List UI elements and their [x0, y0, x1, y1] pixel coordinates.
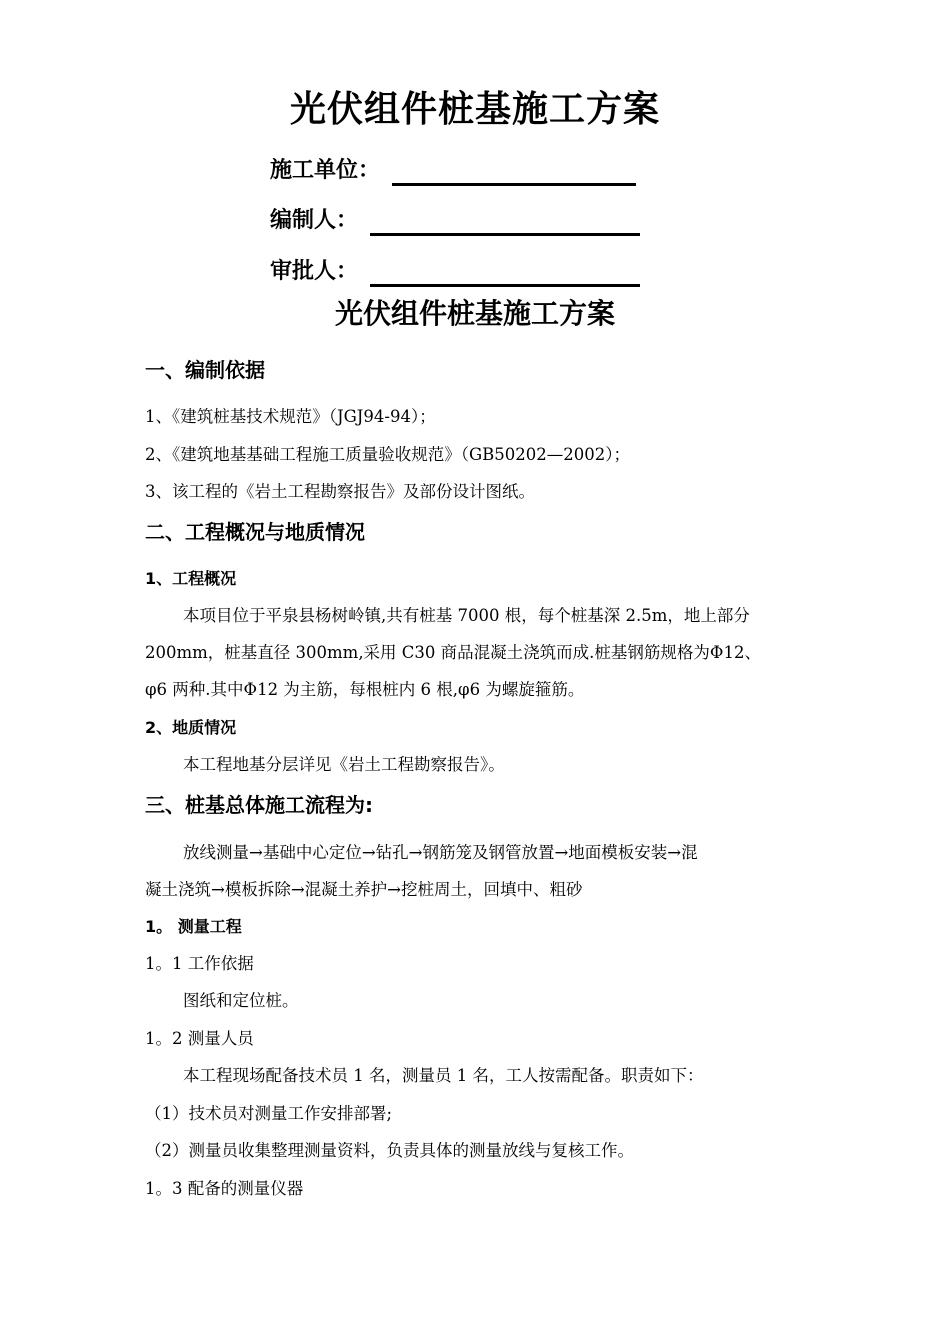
cover-field-label: 审批人：: [270, 259, 359, 284]
paragraph-line: 本工程现场配备技术员 1 名，测量员 1 名，工人按需配备。职责如下：: [183, 1066, 704, 1085]
subsection-heading: 2、地质情况: [145, 718, 237, 737]
paragraph-line: 图纸和定位桩。: [183, 991, 299, 1010]
flow-line: 凝土浇筑→模板拆除→混凝土养护→挖桩周土，回填中、粗砂: [145, 880, 583, 899]
duty-item: （1）技术员对测量工作安排部署;: [145, 1104, 393, 1123]
section-heading: 一、编制依据: [145, 358, 265, 382]
reference-item: 3、该工程的《岩土工程勘察报告》及部份设计图纸。: [145, 482, 535, 501]
blank-underline: [370, 284, 640, 287]
section-heading: 三、桩基总体施工流程为:: [145, 793, 373, 817]
item-heading: 1。1 工作依据: [145, 954, 254, 973]
flow-line: 放线测量→基础中心定位→钻孔→钢筋笼及钢管放置→地面模板安装→混: [183, 843, 698, 862]
document-title: 光伏组件桩基施工方案: [334, 297, 615, 330]
cover-field-construction-unit: [270, 152, 636, 186]
subsection-heading: 1。 测量工程: [145, 917, 242, 936]
blank-underline: [370, 233, 640, 236]
paragraph-line: 200mm，桩基直径 300mm,采用 C30 商品混凝土浇筑而成.桩基钢筋规格为Φ12、: [145, 643, 761, 662]
section-heading: 二、工程概况与地质情况: [145, 520, 365, 544]
cover-field-label: 施工单位：: [270, 158, 381, 183]
duty-item: （2）测量员收集整理测量资料，负责具体的测量放线与复核工作。: [145, 1141, 634, 1160]
paragraph-line: 本项目位于平泉县杨树岭镇,共有桩基 7000 根，每个桩基深 2.5m，地上部分: [183, 606, 750, 625]
cover-field-approver: [270, 253, 640, 287]
cover-title: 光伏组件桩基施工方案: [289, 89, 660, 130]
paragraph-line: φ6 两种.其中Φ12 为主筋，每根桩内 6 根,φ6 为螺旋箍筋。: [145, 680, 585, 699]
reference-item: 1、《建筑桩基技术规范》（JGJ94-94）；: [145, 407, 436, 426]
cover-field-compiler: [270, 202, 640, 236]
blank-underline: [392, 183, 636, 186]
paragraph-line: 本工程地基分层详见《岩土工程勘察报告》。: [183, 755, 505, 774]
cover-field-label: 编制人：: [270, 208, 359, 233]
reference-item: 2、《建筑地基基础工程施工质量验收规范》（GB50202—2002）；: [145, 445, 631, 464]
item-heading: 1。3 配备的测量仪器: [145, 1179, 304, 1198]
subsection-heading: 1、工程概况: [145, 569, 237, 588]
item-heading: 1。2 测量人员: [145, 1029, 254, 1048]
